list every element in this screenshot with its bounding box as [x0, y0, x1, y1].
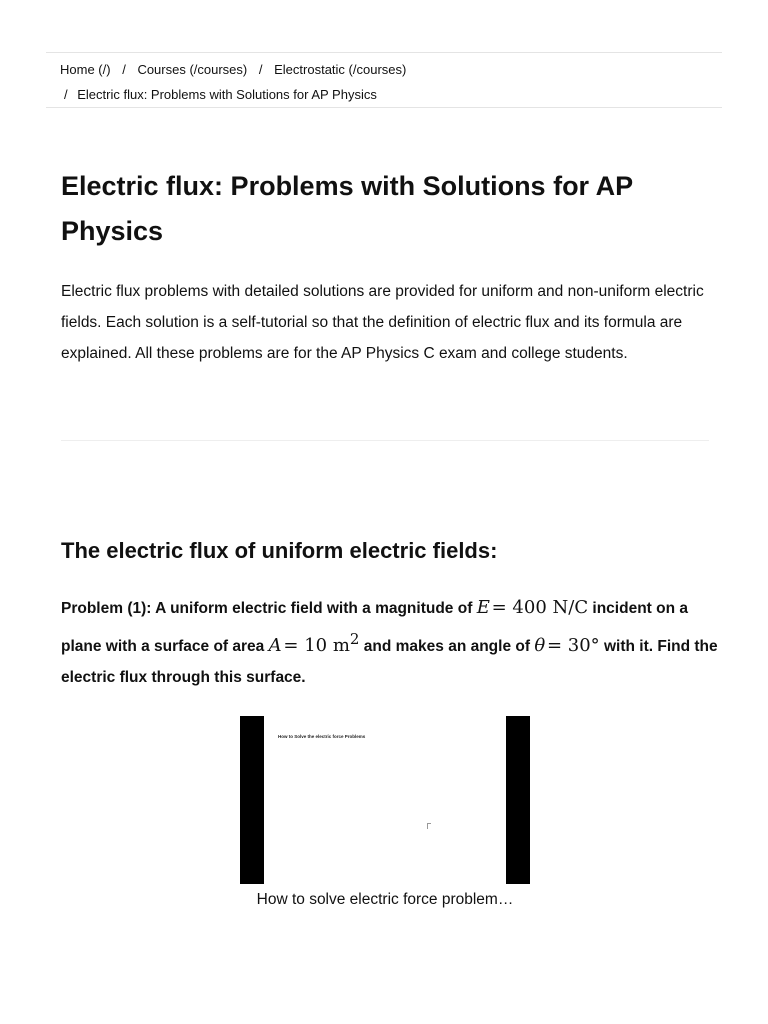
math-var-a: A [268, 635, 282, 656]
problem-text-prefix: Problem (1): A uniform electric field with a magnitude of [61, 600, 473, 617]
problem-text-part3: and makes an angle of [363, 638, 531, 655]
section-heading: The electric flux of uniform electric fields: [61, 538, 498, 563]
breadcrumb-current-page: Electric flux: Problems with Solutions for AP Physics [77, 87, 377, 102]
problem-1-statement [61, 592, 721, 693]
math-field-magnitude [477, 597, 588, 618]
math-angle [534, 635, 599, 656]
video-frame [264, 716, 506, 884]
breadcrumb-separator: / [258, 62, 263, 77]
cursor-icon [427, 823, 431, 829]
problem-text-suffix: with it. Find the electric flux through this surface. [61, 638, 718, 686]
problem-text-part2: incident on a plane with a surface of area [61, 600, 688, 655]
video-frame-title: How to Solve the electric force Problems [278, 734, 366, 739]
breadcrumb-electrostatic-link[interactable]: Electrostatic (/courses) [274, 62, 407, 77]
breadcrumb-line-1 [60, 62, 406, 77]
breadcrumb-separator: / [64, 87, 68, 102]
intro-paragraph: Electric flux problems with detailed solutions are provided for uniform and non-uniform electric fields. Each solution is a self-tutorial so that the definition of electric flux and its formula are explained. All these problems are for the AP Physics C exam and college students. [61, 283, 704, 362]
section-divider [61, 440, 709, 441]
math-area-exponent: 2 [349, 630, 360, 648]
math-area-value: = 10 m [283, 635, 350, 656]
math-field-value: = 400 N/C [491, 597, 589, 618]
video-player[interactable] [240, 716, 530, 884]
breadcrumb-home-link[interactable]: Home (/) [60, 62, 111, 77]
math-angle-value: = 30° [546, 635, 600, 656]
video-caption: How to solve electric force problem… [256, 891, 514, 908]
math-area [268, 630, 360, 656]
math-var-theta: θ [534, 635, 546, 656]
breadcrumb [46, 52, 722, 108]
breadcrumb-courses-link[interactable]: Courses (/courses) [137, 62, 248, 77]
page-title: Electric flux: Problems with Solutions for AP Physics [61, 171, 633, 246]
breadcrumb-line-2 [64, 87, 377, 102]
breadcrumb-separator: / [122, 62, 126, 77]
math-var-e: E [476, 597, 490, 618]
